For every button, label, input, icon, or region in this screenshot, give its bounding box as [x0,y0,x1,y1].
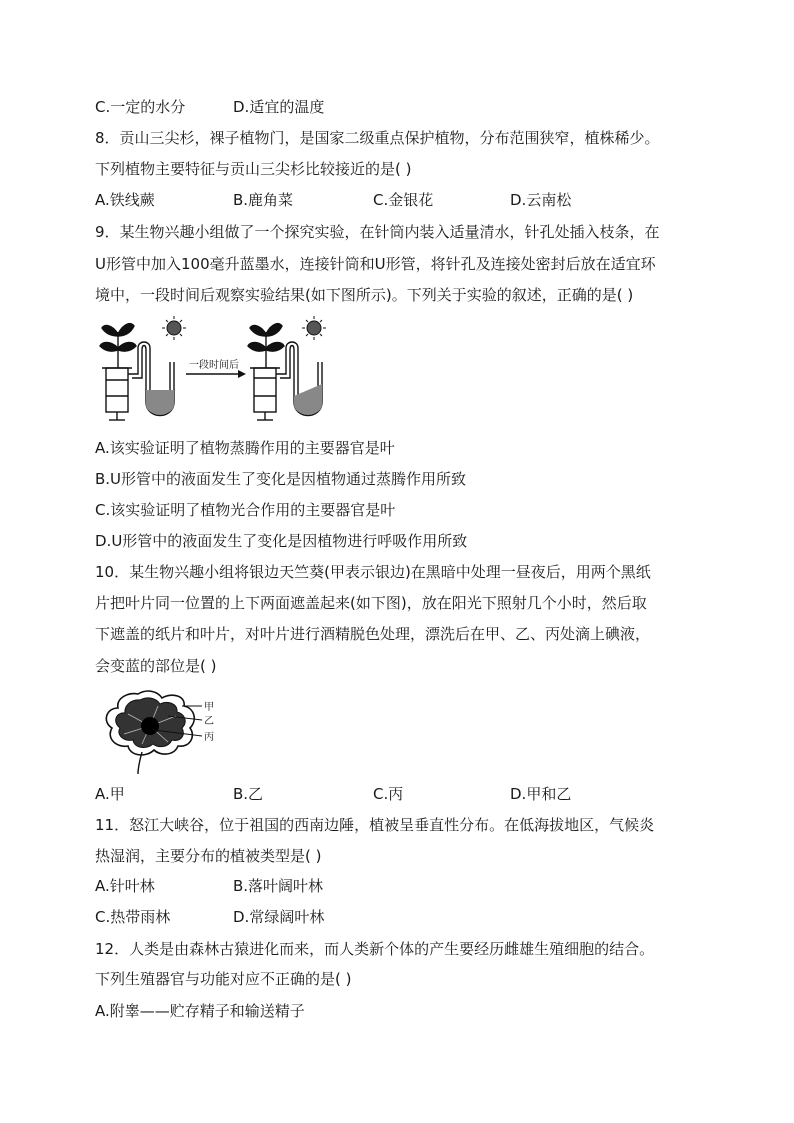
q9-experiment-figure [98,316,330,424]
q10-leaf-figure [98,686,228,774]
sun-icon [162,316,186,340]
q7-option-c: C.一定的水分 [95,98,186,116]
time-arrow [186,358,246,378]
q8-option-a: A.铁线蕨 [95,191,155,209]
q9-option-d: D.U形管中的液面发生了变化是因植物进行呼吸作用所致 [95,532,468,550]
label-yi: 乙 [204,716,214,727]
q8-stem-line2: 下列植物主要特征与贡山三尖杉比较接近的是( ) [95,160,412,178]
q10-option-b: B.乙 [233,785,264,803]
q10-option-d: D.甲和乙 [510,785,572,803]
q9-stem-line1: 9．某生物兴趣小组做了一个探究实验，在针筒内装入适量清水，针孔处插入枝条，在 [95,223,660,241]
label-bing: 丙 [204,732,214,743]
q8-option-d: D.云南松 [510,191,572,209]
q10-stem-line2: 片把叶片同一位置的上下两面遮盖起来(如下图)，放在阳光下照射几个小时，然后取 [95,594,647,612]
q11-option-a: A.针叶林 [95,877,155,895]
black-paper-cover [141,717,159,735]
q9-setup-after [248,324,322,420]
q8-option-c: C.金银花 [373,191,434,209]
q11-option-d: D.常绿阔叶林 [233,908,325,926]
q9-stem-line2: U形管中加入100毫升蓝墨水，连接针筒和U形管，将针孔及连接处密封后放在适宜环 [95,255,656,273]
q11-option-b: B.落叶阔叶林 [233,877,324,895]
q12-option-a: A.附睾——贮存精子和输送精子 [95,1002,305,1020]
q10-stem-line4: 会变蓝的部位是( ) [95,657,217,675]
q10-option-c: C.丙 [373,785,404,803]
q9-setup-before [100,324,174,420]
q7-option-d: D.适宜的温度 [233,98,325,116]
q10-option-a: A.甲 [95,785,125,803]
label-jia: 甲 [204,702,214,713]
q12-stem-line2: 下列生殖器官与功能对应不正确的是( ) [95,970,352,988]
q10-stem-line1: 10．某生物兴趣小组将银边天竺葵(甲表示银边)在黑暗中处理一昼夜后，用两个黑纸 [95,563,651,581]
q9-option-a: A.该实验证明了植物蒸腾作用的主要器官是叶 [95,439,395,457]
q11-stem-line2: 热湿润，主要分布的植被类型是( ) [95,847,322,865]
time-arrow-label: 一段时间后 [189,360,239,371]
q12-stem-line1: 12．人类是由森林古猿进化而来，而人类新个体的产生要经历雌雄生殖细胞的结合。 [95,940,655,958]
q8-stem-line1: 8．贡山三尖杉，裸子植物门，是国家二级重点保护植物，分布范围狭窄，植株稀少。 [95,129,660,147]
q9-option-b: B.U形管中的液面发生了变化是因植物通过蒸腾作用所致 [95,470,467,488]
q8-option-b: B.鹿角菜 [233,191,294,209]
q9-stem-line3: 境中，一段时间后观察实验结果(如下图所示)。下列关于实验的叙述，正确的是( ) [95,286,634,304]
q10-stem-line3: 下遮盖的纸片和叶片，对叶片进行酒精脱色处理，漂洗后在甲、乙、丙处滴上碘液， [95,625,651,643]
q9-option-c: C.该实验证明了植物光合作用的主要器官是叶 [95,501,396,519]
q11-stem-line1: 11．怒江大峡谷，位于祖国的西南边陲，植被呈垂直性分布。在低海拔地区，气候炎 [95,816,655,834]
sun-icon [302,316,326,340]
q11-option-c: C.热带雨林 [95,908,171,926]
